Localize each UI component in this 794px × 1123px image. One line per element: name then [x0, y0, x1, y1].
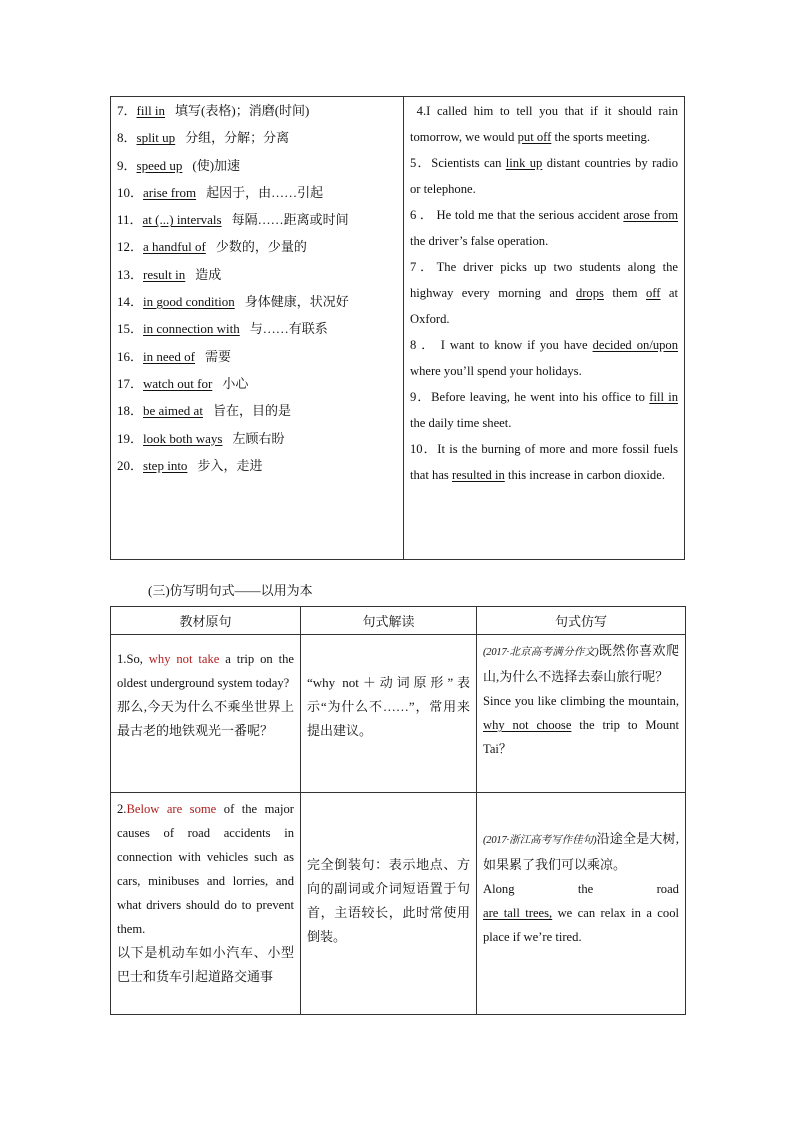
sentence-10: 10．It is the burning of more and more fossil fuels that has resulted in this increase in carbon dioxide. — [410, 442, 678, 483]
sentence-8: 8 ． I want to know if you have decided on/upon where you’ll spend your holidays. — [410, 338, 679, 378]
phrase-meaning: 身体健康，状况好 — [244, 294, 349, 310]
phrase-answer: arise from — [143, 184, 197, 200]
explanation-cell: “why not＋动词原形”表示“为什么不……”，常用来提出建议。 — [301, 635, 477, 793]
sentence-pattern-table — [110, 606, 686, 1015]
answer-blank: link up — [505, 156, 543, 171]
source-label: (2017·北京高考满分作文) — [483, 647, 599, 658]
phrase-answer: in connection with — [143, 321, 240, 337]
answer-blank: put off — [517, 129, 552, 144]
column-header: 句式仿写 — [477, 607, 686, 635]
phrase-meaning: 左顾右盼 — [232, 430, 285, 446]
column-header: 句式解读 — [301, 607, 477, 635]
highlight-text: Below are some — [126, 802, 217, 816]
phrase-answer: step into — [143, 457, 188, 473]
phrase-meaning: 旨在，目的是 — [212, 403, 291, 419]
answer-blank: arose from — [623, 208, 678, 223]
phrase-answer: in good condition — [143, 294, 235, 310]
explanation-cell: 完全倒装句：表示地点、方向的副词或介词短语置于句首，主语较长，此时常使用倒装。 — [301, 793, 477, 1015]
phrase-meaning: 少数的，少量的 — [215, 239, 307, 255]
phrase-meaning: (使)加速 — [192, 157, 241, 173]
phrase-item: 11．at (...) intervals 每隔……距离或时间 — [117, 212, 349, 228]
phrase-item: 9．speed up (使)加速 — [117, 157, 241, 173]
phrase-item: 12．a handful of 少数的，少量的 — [117, 239, 307, 255]
phrase-answer: watch out for — [143, 375, 213, 391]
phrase-meaning: 与……有联系 — [249, 321, 328, 337]
phrase-item: 14．in good condition 身体健康，状况好 — [117, 294, 349, 310]
phrase-answer: fill in — [136, 103, 166, 118]
section-title: (三)仿写明句式——以用为本 — [148, 583, 313, 598]
phrase-answer: split up — [136, 130, 176, 146]
imitation-cell: (2017·浙江高考写作佳句)沿途全是大树,如果累了我们可以乘凉。 Along the road are tall trees, we can relax in a cool place if we’re tired. — [477, 793, 686, 1015]
answer-blank: decided on/upon — [592, 338, 679, 353]
sentence-9: 9．Before leaving, he went into his office to fill in the daily time sheet. — [410, 390, 678, 431]
sentence-cell — [404, 97, 685, 560]
phrase-answer: look both ways — [143, 430, 223, 446]
phrase-answer: speed up — [136, 157, 183, 173]
table-header-row — [111, 607, 686, 635]
phrase-meaning: 步入，走进 — [197, 457, 263, 473]
phrase-item: 18．be aimed at 旨在，目的是 — [117, 403, 291, 419]
phrase-meaning: 起因于，由……引起 — [206, 184, 324, 200]
phrase-answer: be aimed at — [143, 403, 203, 419]
original-sentence-cell: 2.Below are some of the major causes of road accidents in connection with vehicles such as cars, minibuses and lorries, and what drivers should do to prevent them. 以下是机动车如小汽车、小型巴士和货车引起道路交通事 — [111, 793, 301, 1015]
source-label: (2017·浙江高考写作佳句) — [483, 835, 597, 846]
phrase-item: 17．watch out for 小心 — [117, 375, 249, 391]
column-header: 教材原句 — [111, 607, 301, 635]
original-sentence-cell: 1.So, why not take a trip on the oldest underground system today? 那么,今天为什么不乘坐世界上最古老的地铁观光一番呢？ — [111, 635, 301, 793]
phrase-meaning: 填写(表格)；消磨(时间) — [175, 103, 310, 118]
phrase-answer: result in — [143, 266, 186, 282]
phrase-item: 15．in connection with 与……有联系 — [117, 321, 328, 337]
phrase-list — [117, 101, 403, 483]
answer-blank: why not choose — [483, 718, 572, 732]
phrase-meaning: 造成 — [195, 266, 222, 282]
sentence-4: 4.I called him to tell you that if it should rain tomorrow, we would put off the sports meeting. — [410, 104, 678, 144]
sentence-5: 5．Scientists can link up distant countries by radio or telephone. — [410, 156, 678, 196]
phrase-answer: in need of — [143, 348, 195, 364]
answer-blank: are tall trees, — [483, 906, 553, 920]
sentence-7: 7．The driver picks up two students along the highway every morning and drops them off at Oxford. — [410, 260, 678, 326]
imitation-cell: (2017·北京高考满分作文)既然你喜欢爬山,为什么不选择去泰山旅行呢？ Since you like climbing the mountain, why not choose the trip to Mount Tai？ — [477, 635, 686, 793]
phrase-item: 20．step into 步入，走进 — [117, 457, 263, 473]
phrase-item: 7．fill in 填写(表格)；消磨(时间) — [117, 103, 310, 118]
phrase-meaning: 小心 — [222, 375, 249, 391]
phrase-meaning: 分组，分解；分离 — [185, 130, 290, 146]
phrase-item: 19．look both ways 左顾右盼 — [117, 430, 285, 446]
phrase-item: 13．result in 造成 — [117, 266, 222, 282]
phrase-meaning: 需要 — [205, 348, 232, 364]
phrase-item: 16．in need of 需要 — [117, 348, 232, 364]
answer-blank: drops — [575, 286, 604, 301]
sentence-6: 6 ． He told me that the serious accident arose from the driver’s false operation. — [410, 208, 678, 248]
vocab-sentence-table — [110, 96, 685, 560]
phrase-list-cell — [111, 97, 404, 560]
highlight-text: why not take — [148, 652, 220, 666]
table-row — [111, 793, 686, 1015]
answer-blank: fill in — [649, 390, 678, 405]
phrase-meaning: 每隔……距离或时间 — [231, 212, 349, 228]
table-row — [111, 635, 686, 793]
phrase-answer: at (...) intervals — [142, 212, 222, 228]
phrase-item: 10．arise from 起因于，由……引起 — [117, 184, 324, 200]
answer-blank: resulted in — [451, 468, 505, 483]
answer-blank: off — [646, 286, 661, 301]
phrase-item: 8．split up 分组，分解；分离 — [117, 130, 290, 146]
phrase-answer: a handful of — [143, 239, 206, 255]
